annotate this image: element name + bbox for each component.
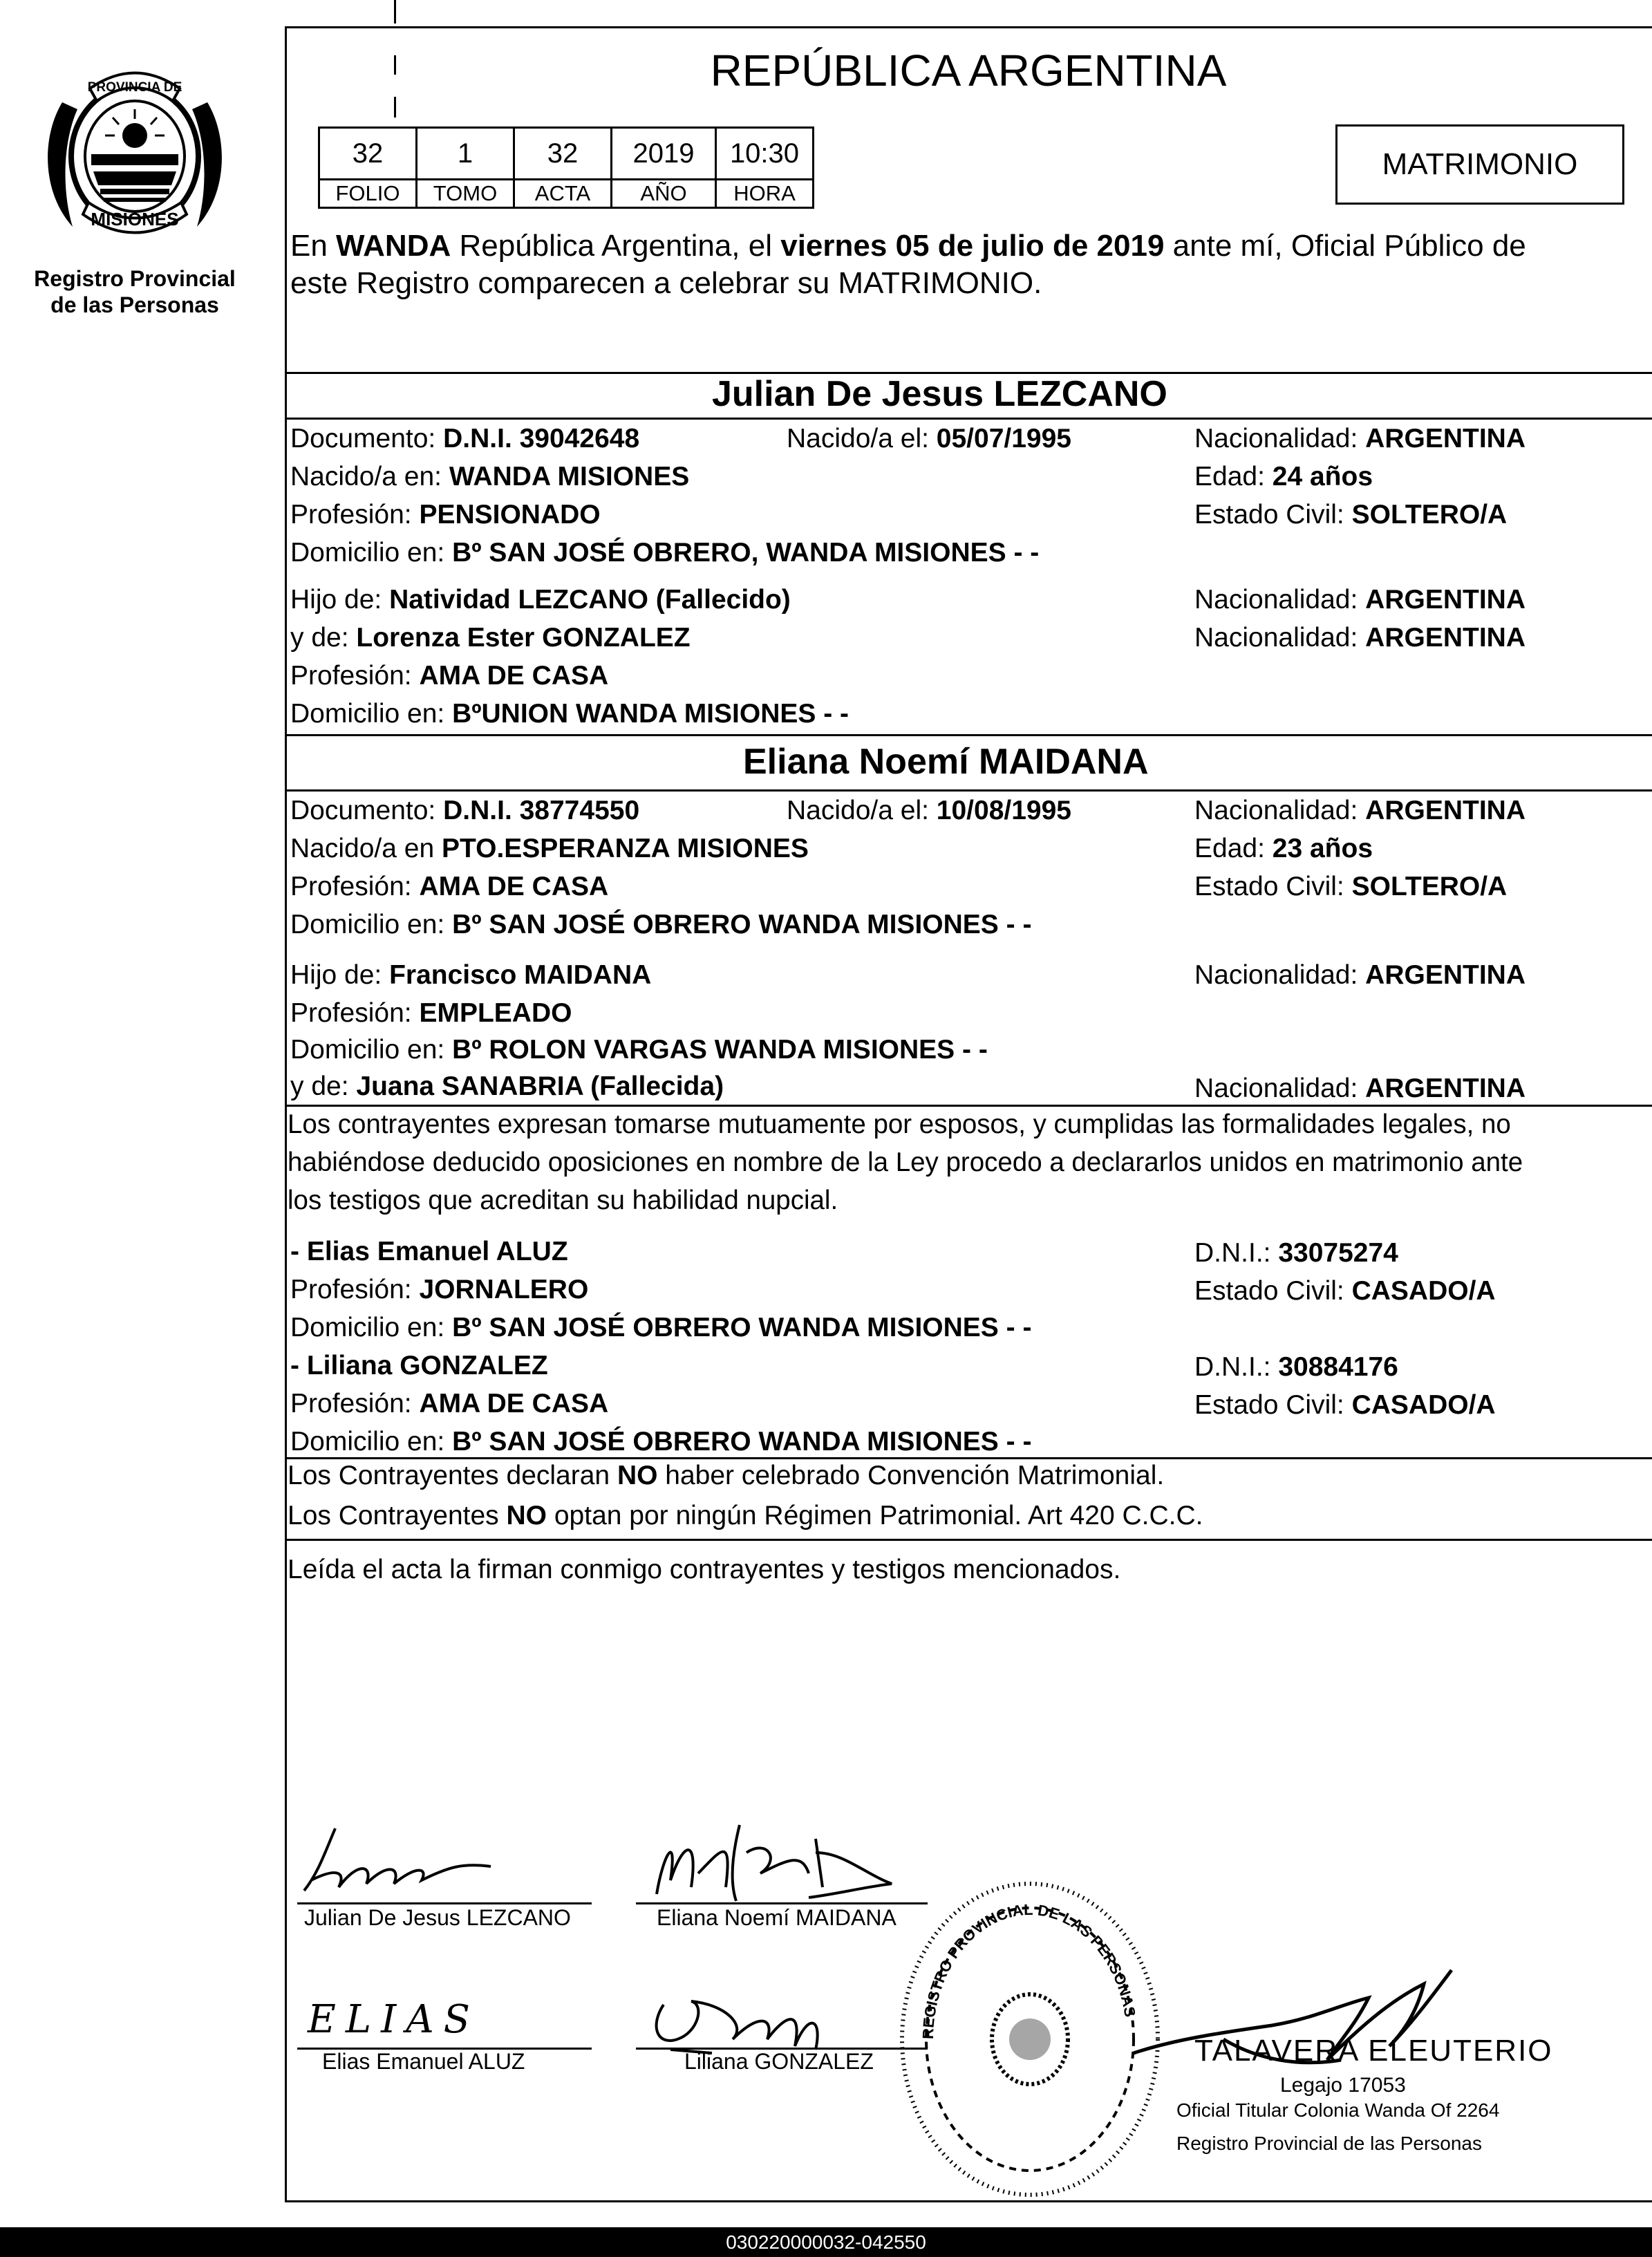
groom-age: Edad: 24 años — [1194, 462, 1373, 491]
org-name-line2: de las Personas — [50, 292, 219, 317]
divider — [285, 1105, 1652, 1107]
bride-father-nationality: Nacionalidad: ARGENTINA — [1194, 960, 1526, 990]
registry-table — [318, 127, 814, 209]
seal-text-bottom: MISIONES — [91, 209, 179, 230]
witness2-address: Domicilio en: Bº SAN JOSÉ OBRERO WANDA MISIONES - - — [290, 1427, 1032, 1457]
bride-document: Documento: D.N.I. 38774550 — [290, 796, 640, 825]
witness2-name: - Liliana GONZALEZ — [290, 1351, 548, 1380]
groom-signature — [297, 1825, 498, 1901]
bride-name: Eliana Noemí MAIDANA — [743, 742, 1149, 782]
bride-mother: y de: Juana SANABRIA (Fallecida) — [290, 1071, 724, 1101]
groom-document: Documento: D.N.I. 39042648 — [290, 424, 640, 453]
bride-nationality: Nacionalidad: ARGENTINA — [1194, 796, 1526, 825]
groom-father-nationality: Nacionalidad: ARGENTINA — [1194, 585, 1526, 615]
intro-line2: este Registro comparecen a celebrar su MATRIMONIO. — [290, 266, 1042, 300]
divider — [285, 789, 1652, 792]
groom-mother-nationality: Nacionalidad: ARGENTINA — [1194, 623, 1526, 653]
bride-address: Domicilio en: Bº SAN JOSÉ OBRERO WANDA MISIONES - - — [290, 910, 1032, 939]
groom-address: Domicilio en: Bº SAN JOSÉ OBRERO, WANDA MISIONES - - — [290, 538, 1040, 568]
witness1-civil-status: Estado Civil: CASADO/A — [1194, 1276, 1496, 1306]
act-type-label: MATRIMONIO — [1382, 147, 1578, 181]
official-legajo: Legajo 17053 — [1280, 2074, 1406, 2097]
witness2-dni: D.N.I.: 30884176 — [1194, 1352, 1398, 1382]
tomo-value: 1 — [417, 128, 514, 180]
divider — [285, 1457, 1652, 1459]
witness1-handwritten-signature: ELIAS — [308, 1997, 480, 2042]
bride-birth-place: Nacido/a en PTO.ESPERANZA MISIONES — [290, 834, 809, 863]
footer-barcode-text: 030220000032-042550 — [0, 2227, 1652, 2257]
bride-signature — [643, 1811, 905, 1915]
groom-name: Julian De Jesus LEZCANO — [712, 374, 1167, 414]
groom-profession: Profesión: PENSIONADO — [290, 500, 601, 530]
bride-father: Hijo de: Francisco MAIDANA — [290, 960, 652, 990]
divider — [285, 418, 1652, 420]
bride-father-address: Domicilio en: Bº ROLON VARGAS WANDA MISIONES - - — [290, 1035, 988, 1065]
punch-mark — [394, 0, 396, 24]
groom-nationality: Nacionalidad: ARGENTINA — [1194, 424, 1526, 453]
acta-label: ACTA — [514, 180, 612, 208]
bride-profession: Profesión: AMA DE CASA — [290, 872, 609, 901]
groom-father: Hijo de: Natividad LEZCANO (Fallecido) — [290, 585, 791, 615]
ano-value: 2019 — [612, 128, 716, 180]
intro-line1: En WANDA República Argentina, el viernes 05 de julio de 2019 ante mí, Oficial Público de — [290, 229, 1526, 263]
bride-civil-status: Estado Civil: SOLTERO/A — [1194, 872, 1508, 901]
hora-label: HORA — [716, 180, 814, 208]
groom-parents-address: Domicilio en: BºUNION WANDA MISIONES - - — [290, 699, 850, 729]
divider — [285, 1539, 1652, 1541]
divider — [285, 734, 1652, 736]
witness1-profession: Profesión: JORNALERO — [290, 1275, 589, 1304]
official-name: TALAVERA ELEUTERIO — [1194, 2034, 1553, 2068]
country-title: REPÚBLICA ARGENTINA — [710, 46, 1227, 95]
org-name-line1: Registro Provincial — [34, 266, 236, 291]
tomo-label: TOMO — [417, 180, 514, 208]
bride-father-profession: Profesión: EMPLEADO — [290, 998, 572, 1028]
svg-text:REGISTRO PROVINCIAL DE LAS PER: REGISTRO PROVINCIAL DE LAS PERSONAS — [919, 1900, 1139, 2040]
acta-value: 32 — [514, 128, 612, 180]
witness1-dni: D.N.I.: 33075274 — [1194, 1238, 1398, 1268]
groom-birth-date: Nacido/a el: 05/07/1995 — [787, 424, 1071, 453]
province-seal-logo — [35, 61, 235, 247]
witness2-civil-status: Estado Civil: CASADO/A — [1194, 1390, 1496, 1420]
seal-text-top: PROVINCIA DE — [87, 80, 182, 95]
witness1-signature-label: Elias Emanuel ALUZ — [322, 2049, 525, 2074]
witness1-address: Domicilio en: Bº SAN JOSÉ OBRERO WANDA MISIONES - - — [290, 1313, 1032, 1342]
groom-signature-label: Julian De Jesus LEZCANO — [304, 1905, 571, 1930]
bride-mother-nationality: Nacionalidad: ARGENTINA — [1194, 1074, 1526, 1103]
act-type-box — [1335, 124, 1624, 205]
witness2-signature-label: Liliana GONZALEZ — [684, 2049, 874, 2074]
convention-line2: Los Contrayentes NO optan por ningún Régimen Patrimonial. Art 420 C.C.C. — [288, 1501, 1203, 1530]
official-signature — [1120, 1956, 1507, 2088]
hora-value: 10:30 — [716, 128, 814, 180]
groom-civil-status: Estado Civil: SOLTERO/A — [1194, 500, 1508, 530]
groom-parents-profession: Profesión: AMA DE CASA — [290, 661, 609, 691]
declaration-line2: habiéndose deducido oposiciones en nombre de la Ley procedo a declararlos unidos en matrimonio ante — [288, 1148, 1523, 1177]
witness1-name: - Elias Emanuel ALUZ — [290, 1237, 568, 1266]
convention-line1: Los Contrayentes declaran NO haber celebrado Convención Matrimonial. — [288, 1461, 1165, 1490]
declaration-line3: los testigos que acreditan su habilidad nupcial. — [288, 1186, 838, 1215]
witness2-profession: Profesión: AMA DE CASA — [290, 1389, 609, 1418]
bride-signature-label: Eliana Noemí MAIDANA — [657, 1905, 897, 1930]
groom-mother: y de: Lorenza Ester GONZALEZ — [290, 623, 691, 653]
official-org: Registro Provincial de las Personas — [1176, 2133, 1482, 2154]
groom-signature-line — [297, 1902, 592, 1904]
declaration-line1: Los contrayentes expresan tomarse mutuamente por esposos, y cumplidas las formalidades legales, no — [288, 1109, 1511, 1139]
ano-label: AÑO — [612, 180, 716, 208]
closing-statement: Leída el acta la firman conmigo contrayentes y testigos mencionados. — [288, 1555, 1121, 1584]
official-title: Oficial Titular Colonia Wanda Of 2264 — [1176, 2099, 1500, 2121]
bride-age: Edad: 23 años — [1194, 834, 1373, 863]
folio-value: 32 — [319, 128, 417, 180]
groom-birth-place: Nacido/a en: WANDA MISIONES — [290, 462, 690, 491]
folio-label: FOLIO — [319, 180, 417, 208]
bride-birth-date: Nacido/a el: 10/08/1995 — [787, 796, 1071, 825]
